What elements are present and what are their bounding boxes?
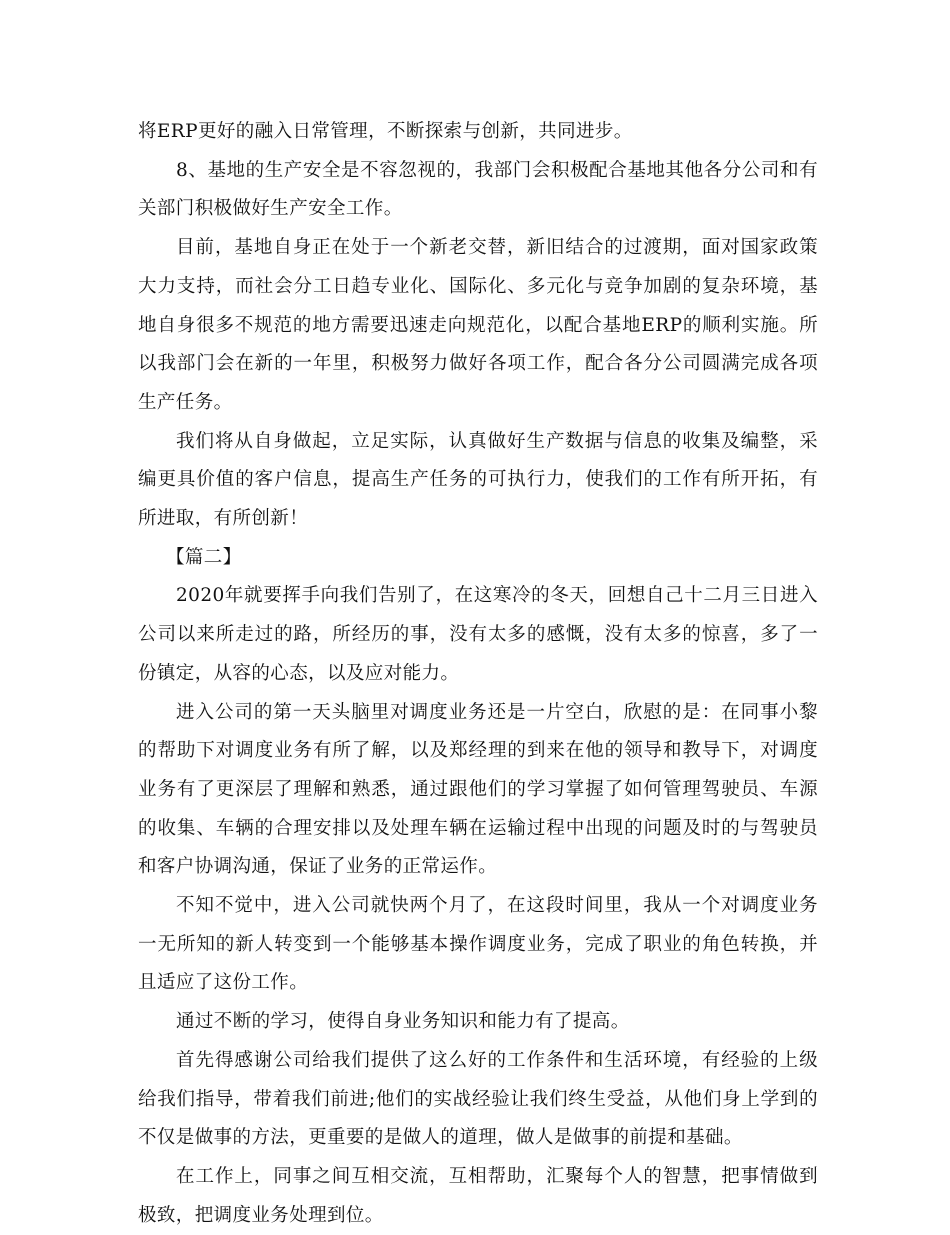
paragraph-continuation: 将ERP更好的融入日常管理，不断探索与创新，共同进步。 [138,121,633,142]
paragraph-first-day: 进入公司的第一天头脑里对调度业务还是一片空白，欣慰的是：在同事小黎的帮助下对调度业务有所了解，以及郑经理的到来在他的领导和教导下，对调度业务有了更深层了理解和熟悉，通过跟他们的学习掌握了如何管理驾驶员、车源的收集、车辆的合理安排以及处理车辆在运输过程中出现的问题及时的与驾驶员和客户协调沟通，保证了业务的正常运作。 [138,701,818,878]
section-heading: 【篇二】 [166,546,242,568]
paragraph-current-situation: 目前，基地自身正在处于一个新老交替，新旧结合的过渡期，面对国家政策大力支持，而社会分工日趋专业化、国际化、多元化与竞争加剧的复杂环境，基地自身很多不规范的地方需要迅速走向规范化，以配合基地ERP的顺利实施。所以我部门会在新的一年里，积极努力做好各项工作，配合各分公司圆满完成各项生产任务。 [138,237,818,413]
paragraph-commitment: 我们将从自身做起，立足实际，认真做好生产数据与信息的收集及编整，采编更具价值的客户信息，提高生产任务的可执行力，使我们的工作有所开拓，有所进取，有所创新！ [138,430,818,530]
paragraph-item-8: 8、基地的生产安全是不容忽视的，我部门会积极配合基地其他各分公司和有关部门积极做好生产安全工作。 [138,159,818,220]
document-body [138,113,818,1235]
paragraph-year-end: 2020年就要挥手向我们告别了，在这寒冷的冬天，回想自己十二月三日进入公司以来所走过的路，所经历的事，没有太多的感慨，没有太多的惊喜，多了一份镇定，从容的心态，以及应对能力。 [138,585,818,684]
paragraph-two-months: 不知不觉中，进入公司就快两个月了，在这段时间里，我从一个对调度业务一无所知的新人转变到一个能够基本操作调度业务，完成了职业的角色转换，并且适应了这份工作。 [138,895,818,994]
paragraph-learning: 通过不断的学习，使得自身业务知识和能力有了提高。 [176,1011,630,1033]
paragraph-teamwork: 在工作上，同事之间互相交流，互相帮助，汇聚每个人的智慧，把事情做到极致，把调度业务处理到位。 [138,1165,818,1226]
paragraph-gratitude: 首先得感谢公司给我们提供了这么好的工作条件和生活环境，有经验的上级给我们指导，带着我们前进;他们的实战经验让我们终生受益，从他们身上学到的不仅是做事的方法，更重要的是做人的道理，做人是做事的前提和基础。 [138,1049,818,1149]
